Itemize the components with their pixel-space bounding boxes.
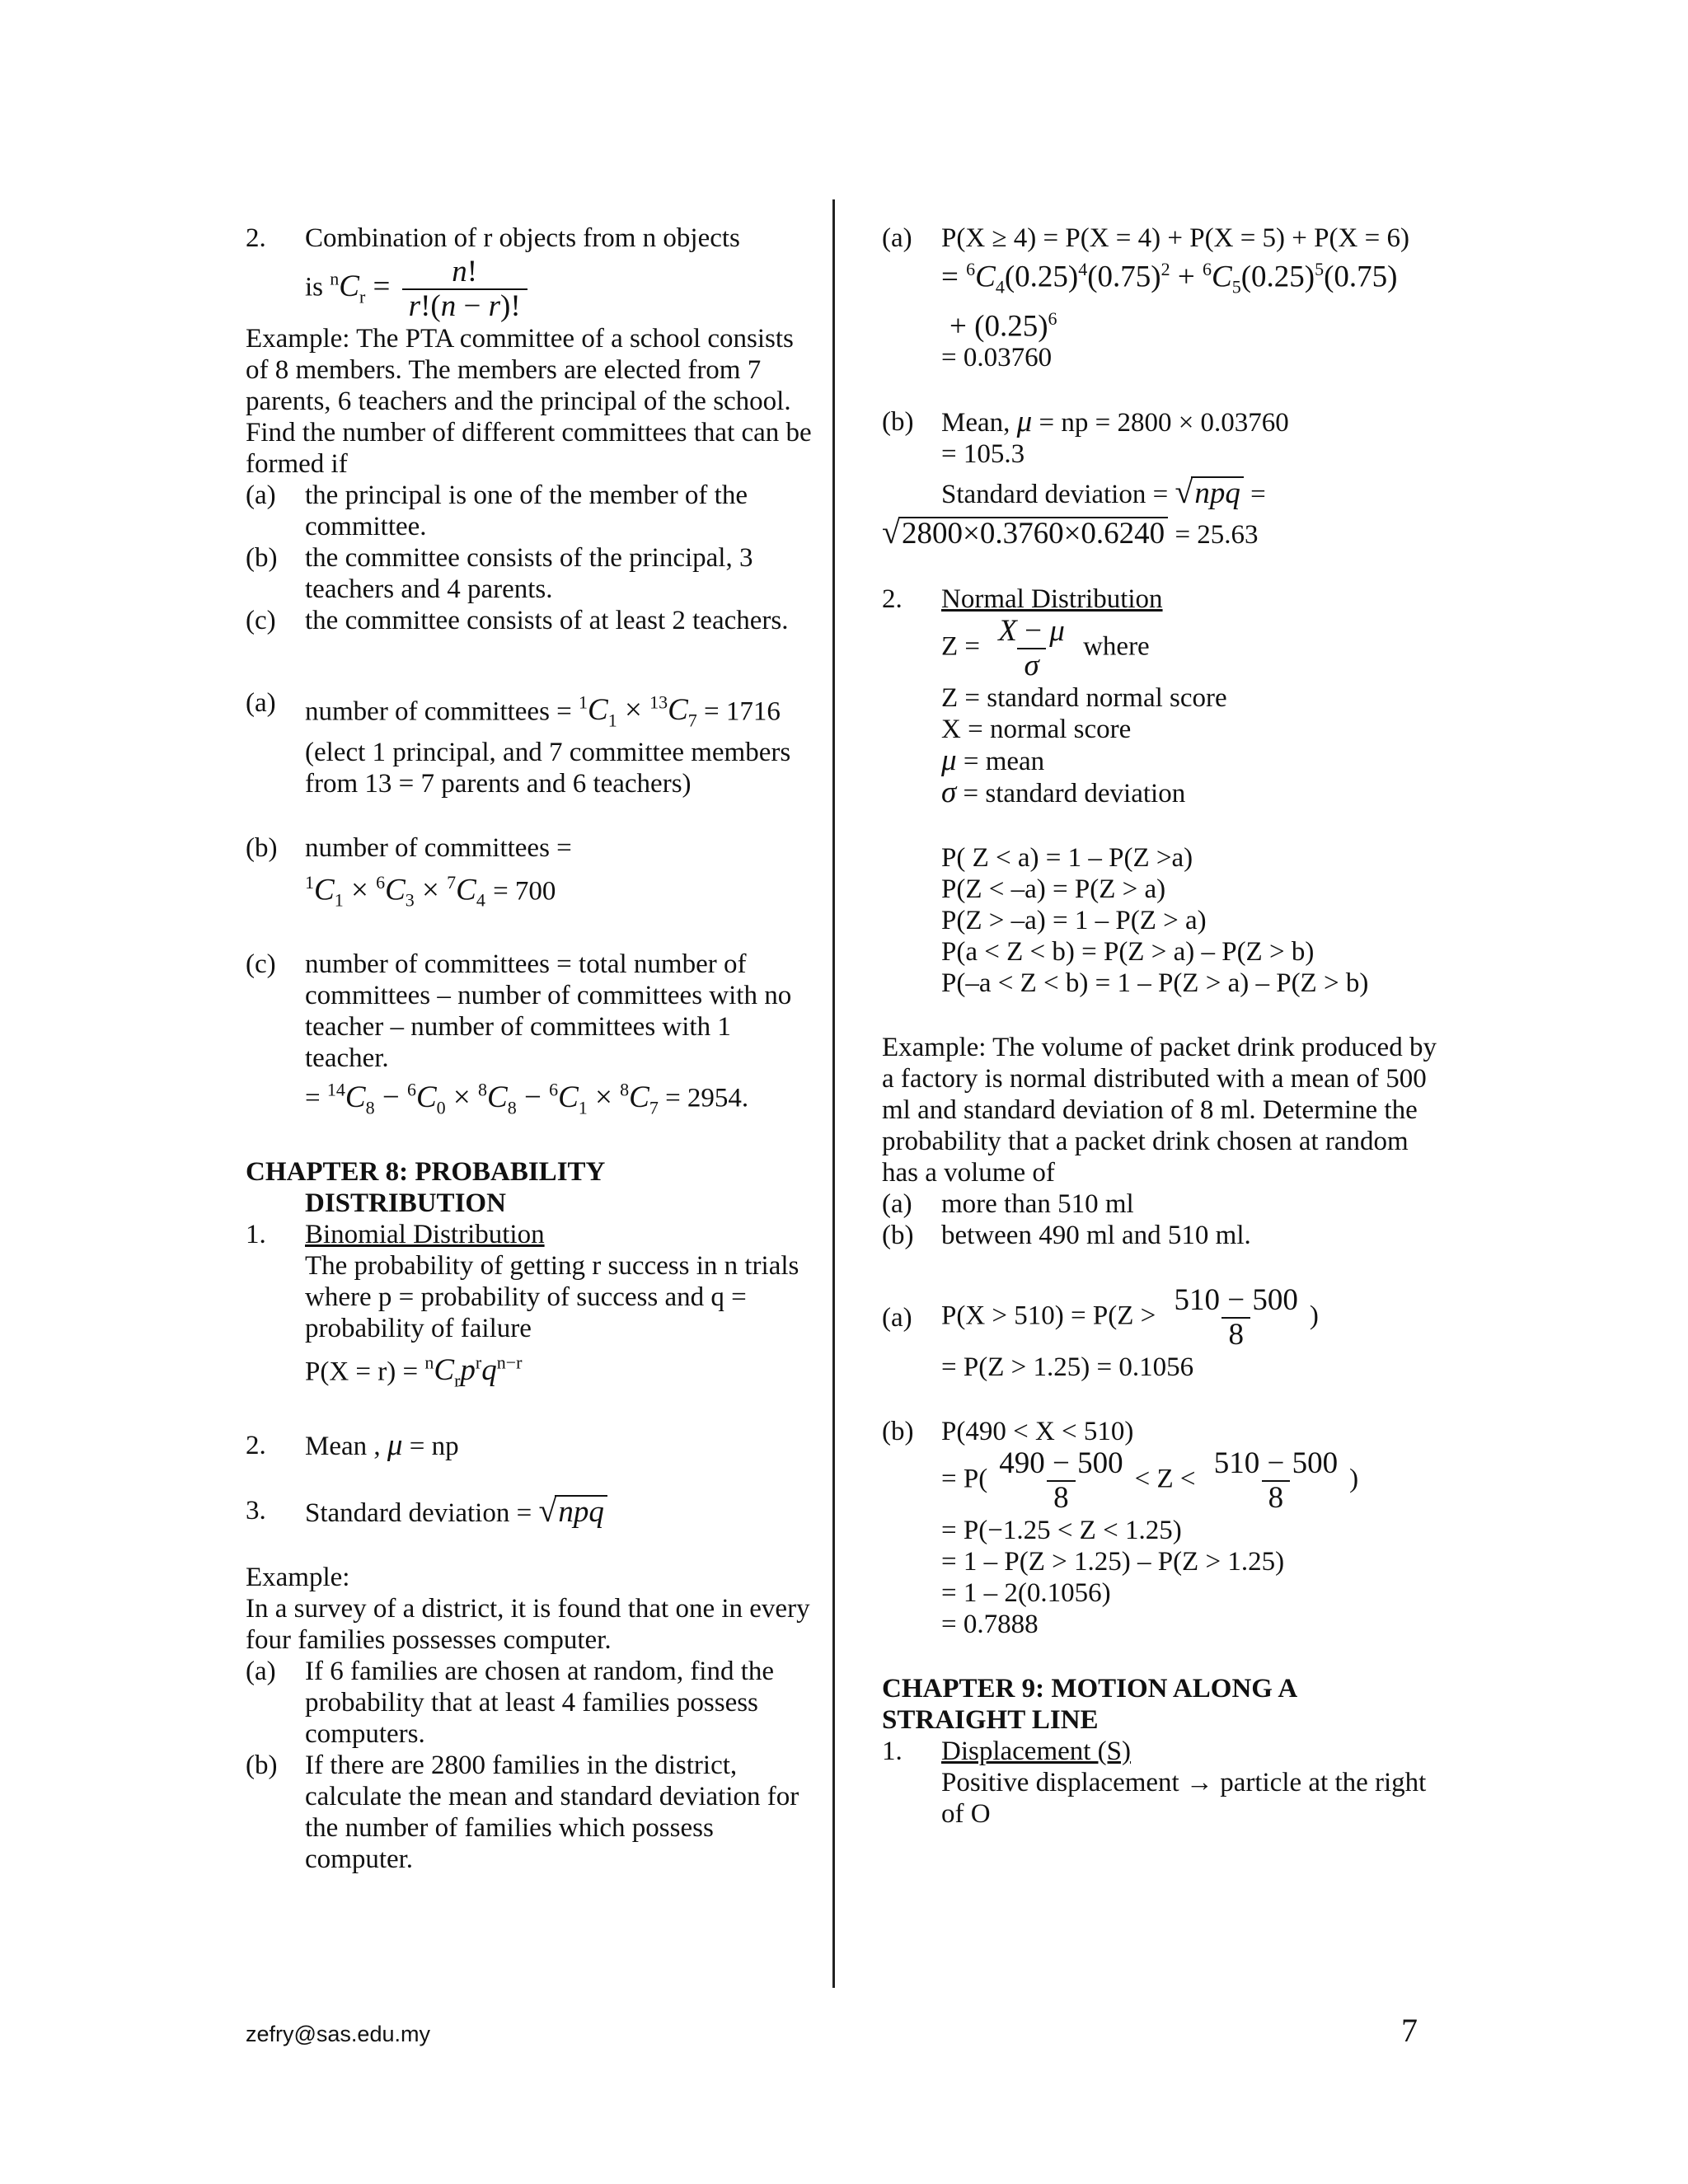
binomial-item: 1. Binomial Distribution bbox=[246, 1220, 545, 1250]
example-2-text: In a survey of a district, it is found that one in every four families possesses computer. bbox=[246, 1593, 810, 1655]
chapter-8-title: CHAPTER 8: PROBABILITY bbox=[246, 1157, 606, 1188]
solution-b: (b) number of committees = bbox=[246, 832, 572, 863]
chapter-9-title-cont: STRAIGHT LINE bbox=[882, 1705, 1099, 1736]
mean-item: 2. Mean , μ = np bbox=[246, 1427, 459, 1462]
normal-rule-1: P( Z < a) = 1 – P(Z >a) bbox=[941, 843, 1193, 874]
solution-c: (c) number of committees = total number of committees – number of committees with no teacher – number of committees with 1 teacher. bbox=[246, 949, 792, 1074]
normal-def-sd: σ = standard deviation bbox=[941, 776, 1186, 810]
normal-def-x: X = normal score bbox=[941, 715, 1132, 745]
solution-2a: (a) P(X ≥ 4) = P(X = 4) + P(X = 5) + P(X = 6) bbox=[882, 223, 1409, 253]
page-number: 7 bbox=[1401, 2012, 1418, 2049]
solution-3b-step-4: = 0.7888 bbox=[941, 1610, 1039, 1640]
example-part-b: (b) the committee consists of the principal, 3 teachers and 4 parents. bbox=[246, 543, 753, 604]
binomial-formula: $P(X = r) = ^nC_rp^rq^{n-r}$ bbox=[305, 1352, 523, 1391]
example-3-part-a: (a) more than 510 ml bbox=[882, 1189, 1134, 1220]
normal-dist-item: 2. Normal Distribution bbox=[882, 584, 1163, 615]
normal-rule-5: P(–a < Z < b) = 1 – P(Z > a) – P(Z > b) bbox=[941, 968, 1369, 999]
sd-item: 3. Standard deviation = √npq bbox=[246, 1495, 814, 1529]
chapter-8-title-cont: DISTRIBUTION bbox=[305, 1188, 506, 1219]
displacement-text: Positive displacement → particle at the right of O bbox=[941, 1768, 1427, 1830]
solution-a-note: (elect 1 principal, and 7 committee members from 13 = 7 parents and 6 teachers) bbox=[305, 737, 791, 799]
example-part-c: (c) the committee consists of at least 2 teachers. bbox=[246, 606, 789, 635]
right-column bbox=[882, 223, 1451, 1830]
left-column bbox=[246, 223, 814, 1875]
solution-2b-sd-expr: √2800×0.3760×0.6240 = 25.63 bbox=[882, 513, 1259, 551]
solution-2a-expr: = $^6C_4(0.25)^4(0.75)^2 + ^6C_5(0.25)^5(0.75)$ bbox=[941, 259, 1398, 298]
normal-rule-2: P(Z < –a) = P(Z > a) bbox=[941, 874, 1166, 905]
solution-3a: (a) P(X > 510) = P(Z > $\frac{510 - 500}{8}$ ) bbox=[882, 1283, 1319, 1352]
combination-item: 2. Combination of r objects from n objects bbox=[246, 223, 740, 253]
example-2-label: Example: bbox=[246, 1562, 350, 1592]
solution-2b-mean: = 105.3 bbox=[941, 439, 1025, 470]
example-3-part-b: (b) between 490 ml and 510 ml. bbox=[882, 1221, 1251, 1251]
example-pta: Example: The PTA committee of a school consists of 8 members. The members are elected from 7 parents, 6 teachers and the principal of the school. Find the number of different committees that can be formed if bbox=[246, 324, 812, 479]
binomial-text: The probability of getting r success in n trials where p = probability of success and q = probability of failure bbox=[305, 1251, 799, 1344]
solution-a: (a) number of committees = $^1C_1 \times ^{13}C_7 = 1716$ bbox=[246, 688, 781, 731]
example-2-part-a: (a) If 6 families are chosen at random, find the probability that at least 4 families possess computers. bbox=[246, 1656, 775, 1749]
solution-3b: (b) P(490 < X < 510) bbox=[882, 1417, 1134, 1447]
chapter-9-title: CHAPTER 9: MOTION ALONG A bbox=[882, 1674, 1298, 1704]
solution-2a-result: = 0.03760 bbox=[941, 343, 1053, 373]
solution-c-expr: = $^{14}C_8 - ^6C_0 \times ^8C_8 - ^6C_1 \times ^8C_7 = 2954$. bbox=[305, 1079, 749, 1118]
solution-3a-result: = P(Z > 1.25) = 0.1056 bbox=[941, 1352, 1194, 1383]
solution-2b-sd: Standard deviation = √npq = bbox=[941, 473, 1266, 511]
combination-formula: is $^nC_r$ = $\frac{n!}{r!(n - r)!}$ bbox=[305, 255, 814, 323]
solution-2b: (b) Mean, μ = np = 2800 × 0.03760 bbox=[882, 405, 1289, 439]
normal-def-z: Z = standard normal score bbox=[941, 683, 1227, 714]
normal-rule-4: P(a < Z < b) = P(Z > a) – P(Z > b) bbox=[941, 937, 1315, 968]
example-part-a: (a) the principal is one of the member of the committee. bbox=[246, 480, 748, 541]
normal-rule-3: P(Z > –a) = 1 – P(Z > a) bbox=[941, 906, 1207, 936]
normal-def-mean: μ = mean bbox=[941, 743, 1045, 778]
solution-3b-step-3: = 1 – 2(0.1056) bbox=[941, 1578, 1111, 1609]
solution-3b-expr: = P( $\frac{490 - 500}{8}$ < Z < $\frac{510 - 500}{8}$ ) bbox=[941, 1446, 1359, 1516]
example-3-text: Example: The volume of packet drink produced by a factory is normal distributed with a mean of 500 ml and standard deviation of 8 ml. Determine the probability that a packet drink chosen at random has a volume of bbox=[882, 1033, 1437, 1188]
solution-3b-step-1: = P(−1.25 < Z < 1.25) bbox=[941, 1516, 1182, 1546]
example-2-part-b: (b) If there are 2800 families in the district, calculate the mean and standard deviation for the number of families which possess computer. bbox=[246, 1750, 799, 1874]
footer-email: zefry@sas.edu.my bbox=[246, 2022, 430, 2046]
solution-3b-step-2: = 1 – P(Z > 1.25) – P(Z > 1.25) bbox=[941, 1547, 1285, 1577]
solution-2a-expr-cont: + $(0.25)^6$ bbox=[950, 307, 1057, 344]
column-divider bbox=[832, 199, 835, 1988]
displacement-item: 1. Displacement (S) bbox=[882, 1736, 1132, 1767]
solution-b-expr: $^1C_1 \times ^6C_3 \times ^7C_4 = 700$ bbox=[305, 871, 556, 911]
normal-z-formula: Z = $\frac{X - \mu}{\sigma}$ where bbox=[941, 614, 1150, 683]
